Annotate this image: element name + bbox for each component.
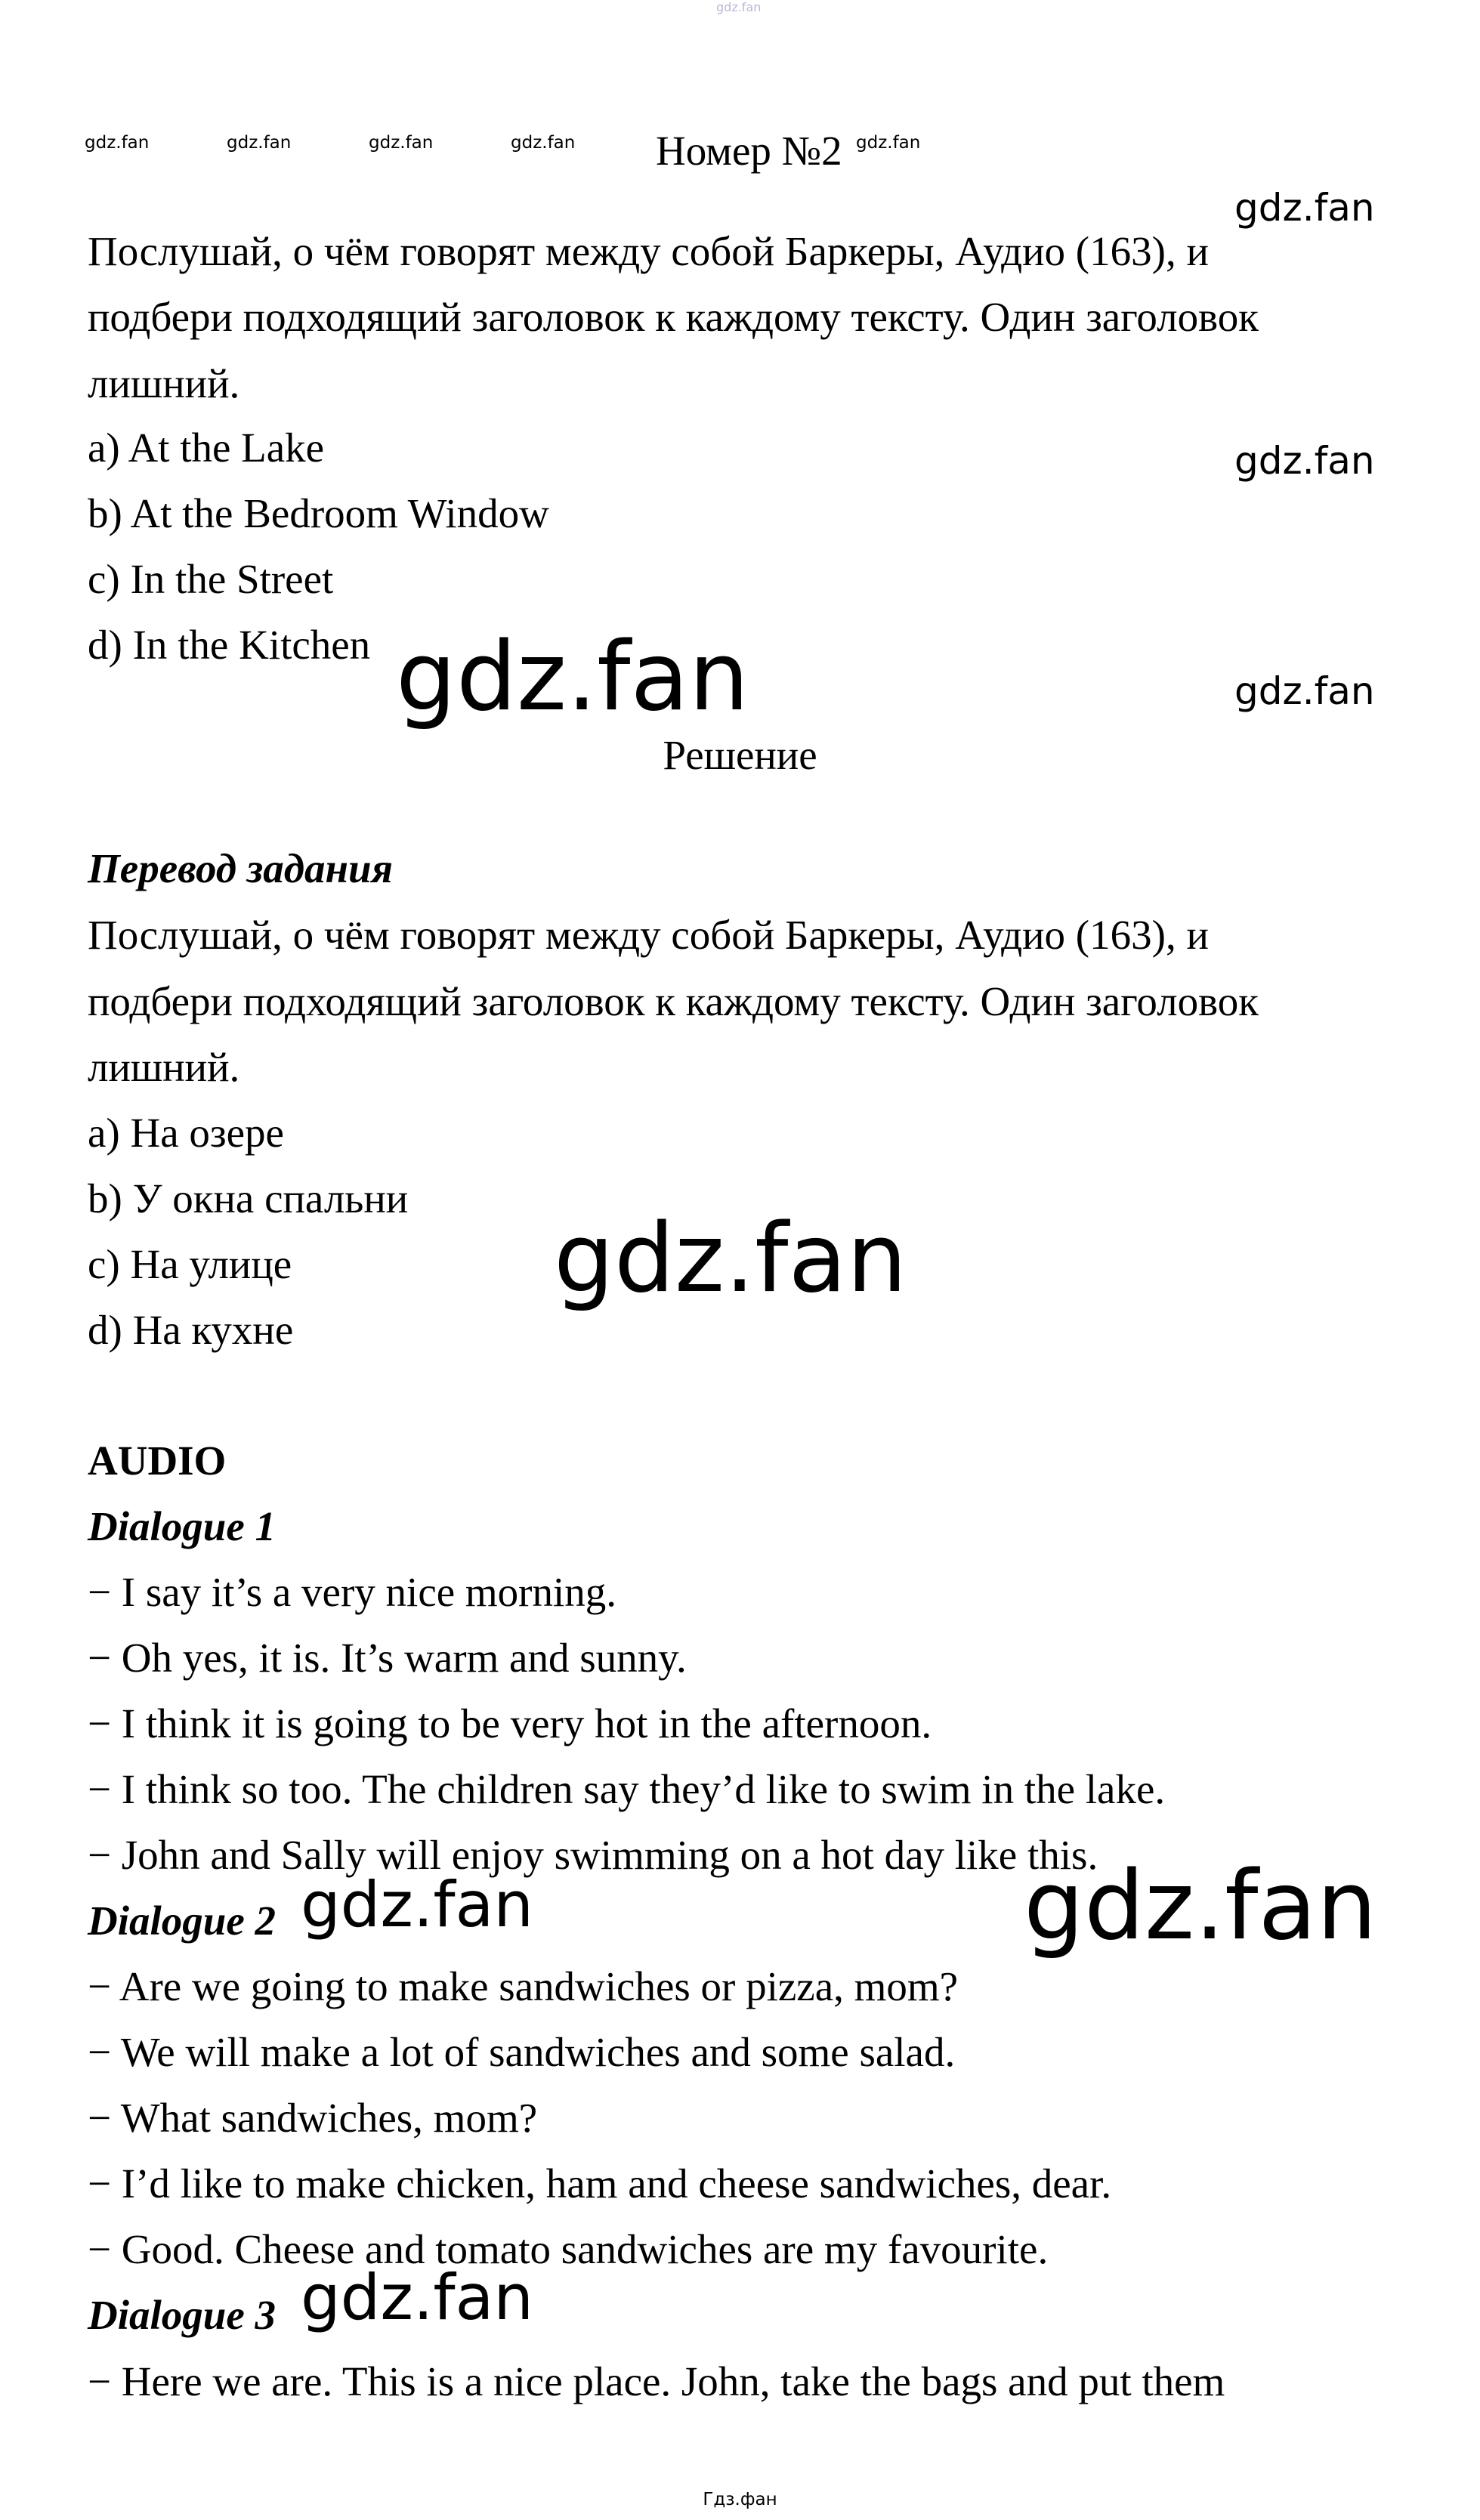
option-item: a) At the Lake [88,425,325,471]
watermark: gdz.fan [301,2261,534,2334]
watermark: gdz.fan [1234,186,1375,230]
option-item: c) In the Street [88,556,334,602]
watermark: gdz.fan [301,1868,534,1941]
watermark: gdz.fan [227,133,292,153]
dialogue-title: Dialogue 1 [88,1503,277,1549]
translation-line: Послушай, о чём говорят между собой Баркеры, Аудио (163), и [88,912,1209,958]
top-watermark: gdz.fan [716,0,762,14]
watermark: gdz.fan [1234,439,1375,483]
translation-option: с) На улице [88,1241,292,1287]
watermark: gdz.fan [856,133,921,153]
dialogue-line: − I’d like to make chicken, ham and cheese sandwiches, dear. [88,2160,1112,2207]
translation-line: лишний. [88,1044,240,1090]
dialogue-line: − I say it’s a very nice morning. [88,1569,617,1615]
dialogue-line: − We will make a lot of sandwiches and some salad. [88,2029,956,2075]
translation-line: подбери подходящий заголовок к каждому тексту. Один заголовок [88,978,1259,1024]
translation-option: d) На кухне [88,1307,294,1353]
watermark: gdz.fan [396,621,749,732]
audio-heading: AUDIO [88,1438,227,1484]
option-item: b) At the Bedroom Window [88,490,549,536]
dialogue-line: − Here we are. This is a nice place. John, take the bags and put them [88,2358,1225,2404]
dialogue-line: − John and Sally will enjoy swimming on a hot day like this. [88,1832,1098,1878]
solution-label: Решение [663,732,817,778]
watermark: gdz.fan [369,133,434,153]
dialogue-line: − I think it is going to be very hot in the afternoon. [88,1700,932,1746]
dialogue-title: Dialogue 2 [88,1898,277,1944]
watermark: gdz.fan [554,1203,907,1314]
task-line: Послушай, о чём говорят между собой Баркеры, Аудио (163), и [88,228,1209,274]
task-line: лишний. [88,360,240,406]
option-item: d) In the Kitchen [88,622,371,668]
watermark: gdz.fan [85,133,150,153]
dialogue-line: − Good. Cheese and tomato sandwiches are my favourite. [88,2226,1049,2272]
translation-option: а) На озере [88,1110,284,1156]
dialogue-line: − I think so too. The children say they’d like to swim in the lake. [88,1766,1166,1812]
task-line: подбери подходящий заголовок к каждому тексту. Один заголовок [88,294,1259,340]
translation-option: b) У окна спальни [88,1175,409,1221]
dialogue-title: Dialogue 3 [88,2292,277,2338]
page-footer: Гдз.фан [703,2490,777,2509]
watermark: gdz.fan [511,133,576,153]
dialogue-line: − What sandwiches, mom? [88,2095,538,2141]
watermark: gdz.fan [1234,669,1375,713]
page-title: Номер №2 [656,128,842,174]
translation-heading: Перевод задания [88,845,393,891]
dialogue-line: − Oh yes, it is. It’s warm and sunny. [88,1635,687,1681]
dialogue-line: − Are we going to make sandwiches or pizza, mom? [88,1963,959,2009]
watermark: gdz.fan [1024,1850,1377,1961]
